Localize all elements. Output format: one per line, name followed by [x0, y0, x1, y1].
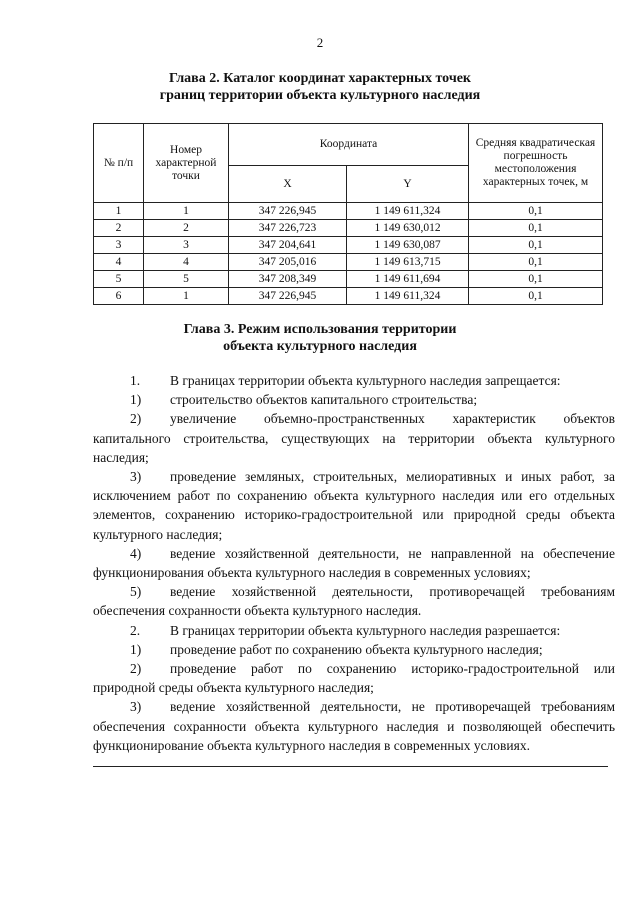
coordinates-table — [93, 123, 603, 305]
chapter-2-title — [0, 70, 640, 104]
cell-error: 0,1 — [469, 254, 603, 271]
cell-error: 0,1 — [469, 271, 603, 288]
list-item — [93, 390, 615, 409]
list-item-number: 2. — [130, 622, 141, 638]
table-row — [94, 237, 603, 254]
cell-x: 347 226,945 — [229, 288, 347, 305]
cell-x: 347 204,641 — [229, 237, 347, 254]
list-item — [93, 409, 615, 467]
cell-y: 1 149 611,324 — [347, 288, 469, 305]
bottom-divider — [93, 766, 608, 767]
cell-y: 1 149 630,087 — [347, 237, 469, 254]
table-row — [94, 271, 603, 288]
list-item-number: 5) — [130, 584, 142, 600]
cell-num: 3 — [94, 237, 144, 254]
list-item — [93, 371, 615, 390]
cell-error: 0,1 — [469, 237, 603, 254]
list-item-text: ведение хозяйственной деятельности, не противоречащей требованиям обеспечения сохранности объекта культурного наследия и позволяющей обеспечить функционирование объекта культурного наследия в современных условиях. — [93, 699, 615, 753]
cell-num: 2 — [94, 220, 144, 237]
cell-num: 4 — [94, 254, 144, 271]
cell-error: 0,1 — [469, 203, 603, 220]
cell-error: 0,1 — [469, 220, 603, 237]
cell-y: 1 149 613,715 — [347, 254, 469, 271]
list-item-number: 3) — [130, 699, 142, 715]
header-point-number: Номер характерной точки — [144, 124, 229, 203]
header-coordinate: Координата — [229, 124, 469, 166]
table-row — [94, 254, 603, 271]
cell-y: 1 149 611,694 — [347, 271, 469, 288]
header-mean-square-error: Средняя квадратическая погрешность местоположения характерных точек, м — [469, 124, 603, 203]
list-item-number: 2) — [130, 661, 142, 677]
cell-num: 1 — [94, 203, 144, 220]
cell-y: 1 149 630,012 — [347, 220, 469, 237]
cell-y: 1 149 611,324 — [347, 203, 469, 220]
list-item-text: ведение хозяйственной деятельности, не направленной на обеспечение функционирования объекта культурного наследия в современных условиях; — [93, 545, 615, 581]
list-item-number: 1) — [130, 392, 142, 408]
cell-x: 347 205,016 — [229, 254, 347, 271]
cell-point: 4 — [144, 254, 229, 271]
header-num: № п/п — [94, 124, 144, 203]
list-item — [93, 659, 615, 697]
chapter-2-title-line-1: Глава 2. Каталог координат характерных точек — [169, 71, 471, 86]
cell-x: 347 226,945 — [229, 203, 347, 220]
list-item-text: проведение земляных, строительных, мелиоративных и иных работ, за исключением работ по сохранению объекта культурного наследия или его отдельных элементов, сохранению историко-градостроительной или природной среды объекта культурного наследия; — [93, 469, 615, 542]
cell-point: 2 — [144, 220, 229, 237]
header-y: Y — [347, 166, 469, 203]
chapter-2-title-line-2: границ территории объекта культурного наследия — [159, 88, 481, 103]
list-item — [93, 640, 615, 659]
header-x: X — [229, 166, 347, 203]
list-item — [93, 697, 615, 755]
list-item-text: увеличение объемно-пространственных характеристик объектов капитального строительства, существующих на территории объекта культурного наследия; — [93, 411, 615, 465]
chapter-3-title-line-1: Глава 3. Режим использования территории — [183, 322, 457, 337]
list-item-number: 1) — [130, 641, 142, 657]
table-row — [94, 288, 603, 305]
list-item — [93, 621, 615, 640]
list-item — [93, 582, 615, 620]
list-item-number: 4) — [130, 545, 142, 561]
cell-point: 1 — [144, 288, 229, 305]
table-row — [94, 203, 603, 220]
list-item-text: ведение хозяйственной деятельности, противоречащей требованиям обеспечения сохранности объекта культурного наследия. — [93, 584, 615, 619]
cell-num: 5 — [94, 271, 144, 288]
list-item-text: В границах территории объекта культурного наследия разрешается: — [170, 622, 561, 638]
cell-error: 0,1 — [469, 288, 603, 305]
list-item-text: проведение работ по сохранению историко-градостроительной или природной среды объекта культурного наследия; — [93, 661, 615, 696]
page-number: 2 — [316, 35, 324, 50]
cell-x: 347 226,723 — [229, 220, 347, 237]
list-item-text: В границах территории объекта культурного наследия запрещается: — [170, 373, 561, 388]
cell-x: 347 208,349 — [229, 271, 347, 288]
list-item-number: 2) — [130, 411, 142, 427]
coordinates-table-body — [94, 203, 603, 305]
cell-point: 5 — [144, 271, 229, 288]
list-item-number: 1. — [130, 373, 141, 388]
cell-num: 6 — [94, 288, 144, 305]
table-row — [94, 220, 603, 237]
cell-point: 3 — [144, 237, 229, 254]
list-item-number: 3) — [130, 469, 142, 485]
chapter-3-title-line-2: объекта культурного наследия — [223, 339, 417, 354]
list-item-text: строительство объектов капитального строительства; — [170, 392, 478, 408]
cell-point: 1 — [144, 203, 229, 220]
chapter-3-body — [93, 371, 615, 755]
list-item — [93, 544, 615, 582]
list-item-text: проведение работ по сохранению объекта культурного наследия; — [170, 641, 543, 657]
list-item — [93, 467, 615, 544]
chapter-3-title — [0, 321, 640, 355]
